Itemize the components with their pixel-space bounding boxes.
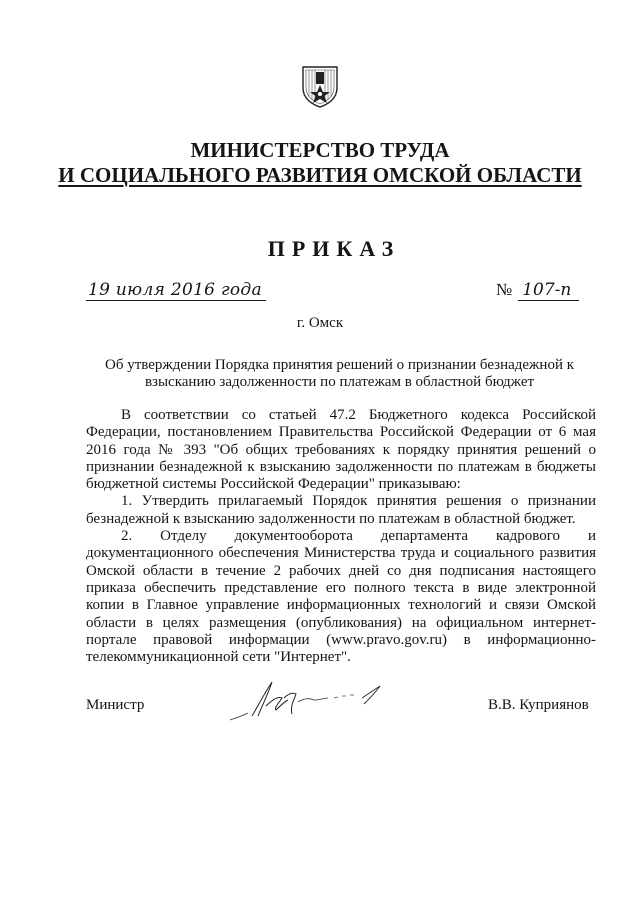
document-subject: Об утверждении Порядка принятия решений о признании безнадежной к взысканию задолженности по платежам в областной бюджет <box>104 357 575 390</box>
body-paragraph-3: 2. Отделу документооборота департамента кадрового и документационного обеспечения Министерства труда и социального развития Омской области в течение 2 рабочих дней со дня подписания настоящего приказа обеспечить представление его полного текста в виде электронной копии в Главное управление информационных технологий и связи Омской области в целях размещения (опубликования) на официальном интернет-портале правовой информации (www.pravo.gov.ru) в информационно-телекоммуникационной сети "Интернет". <box>86 528 596 666</box>
document-number <box>496 280 579 300</box>
document-body <box>86 407 596 666</box>
document-date: 19 июля 2016 года <box>86 280 266 301</box>
org-title-line-1: МИНИСТЕРСТВО ТРУДА <box>190 138 450 162</box>
coat-of-arms-icon <box>299 64 341 108</box>
signer-position: Министр <box>86 697 145 713</box>
number-value: 107-п <box>518 280 579 301</box>
body-paragraph-2: 1. Утвердить прилагаемый Порядок принятия решения о признании безнадежной к взысканию задолженности по платежам в областной бюджет. <box>86 493 596 527</box>
signer-name: В.В. Куприянов <box>488 697 589 713</box>
document-type-heading: ПРИКАЗ <box>267 236 401 261</box>
document-city: г. Омск <box>296 315 344 331</box>
org-title-line-2: И СОЦИАЛЬНОГО РАЗВИТИЯ ОМСКОЙ ОБЛАСТИ <box>58 163 582 187</box>
body-paragraph-1: В соответствии со статьей 47.2 Бюджетного кодекса Российской Федерации, постановлением Правительства Российской Федерации от 6 мая 2016 года № 393 "Об общих требованиях к порядку принятия решений о признании безнадежной к взысканию задолженности по платежам в бюджеты бюджетной системы Российской Федерации" приказываю: <box>86 407 596 493</box>
handwritten-signature <box>228 676 388 726</box>
number-label: № <box>496 280 513 299</box>
organization-title <box>0 138 640 188</box>
